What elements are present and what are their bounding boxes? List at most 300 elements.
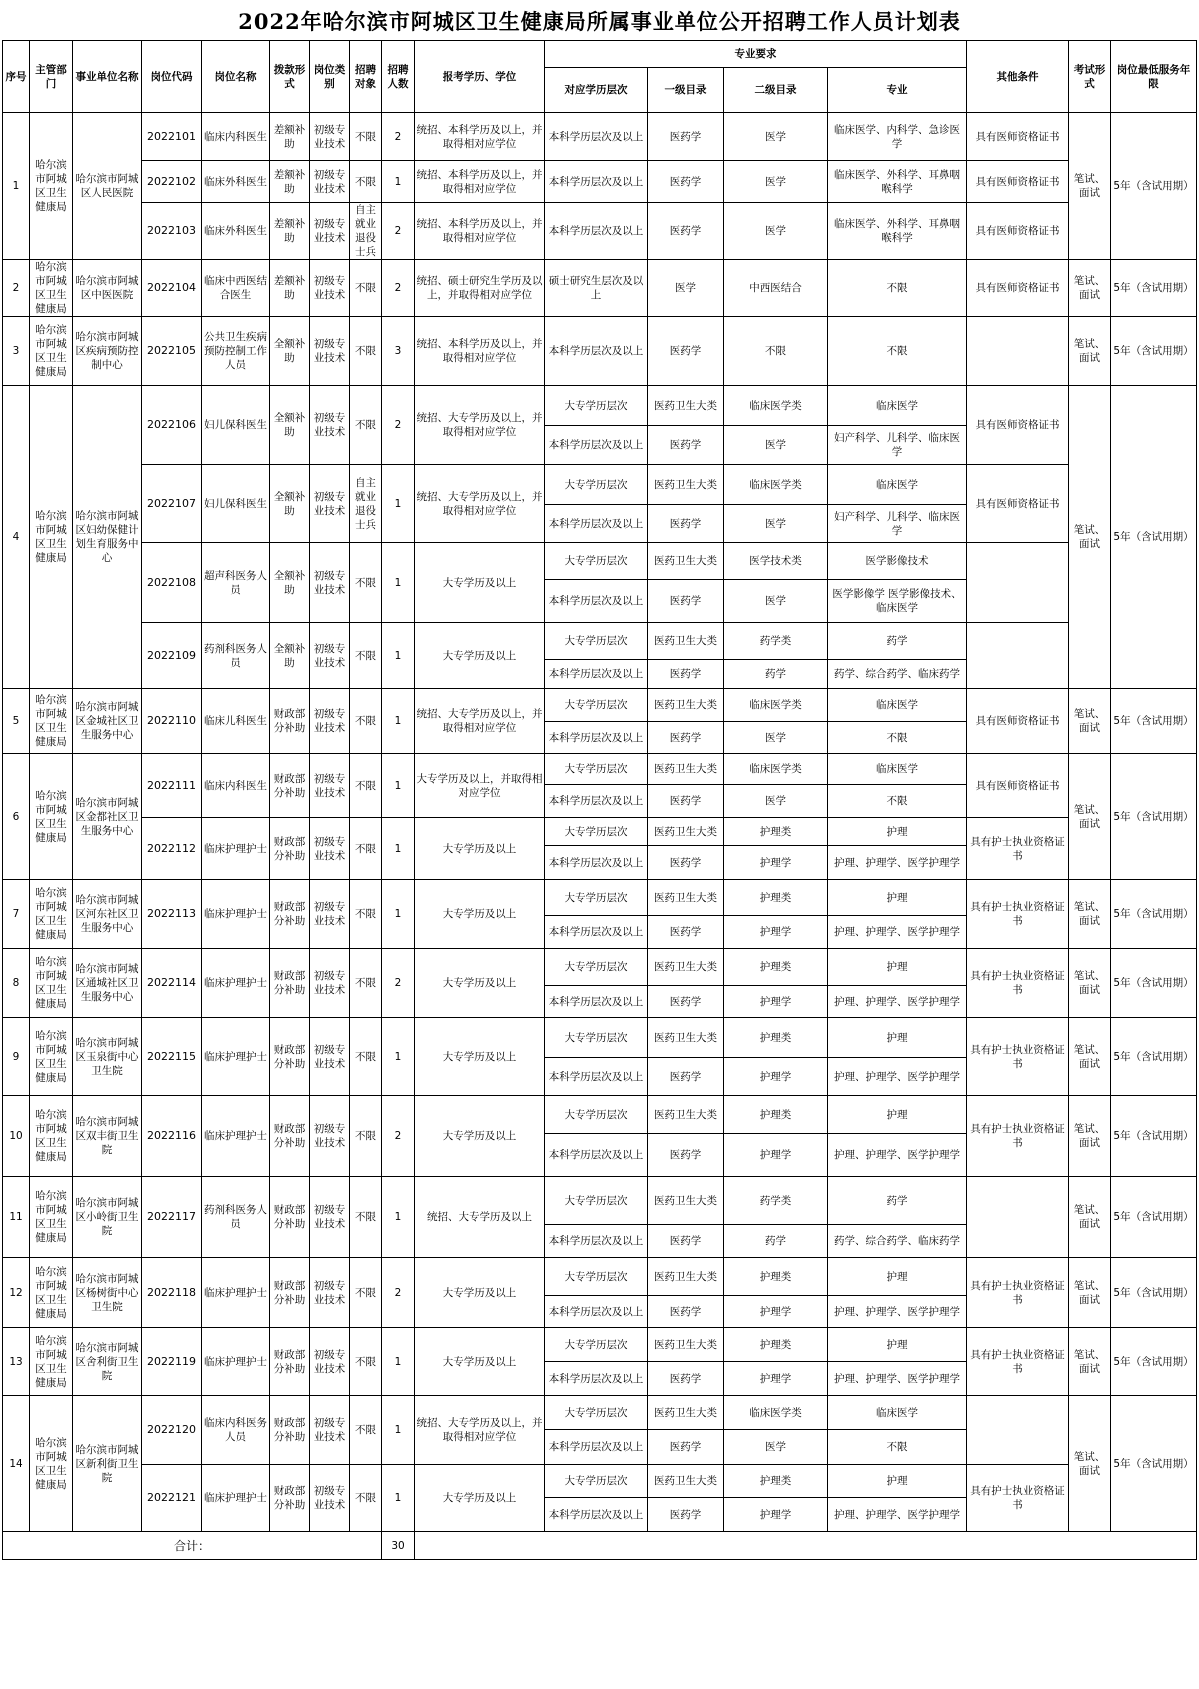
edu-cell: 大专学历及以上 bbox=[415, 623, 545, 689]
count-cell: 1 bbox=[382, 1018, 415, 1096]
major-cell: 护理、护理学、医学护理学 bbox=[828, 1296, 967, 1328]
code-cell: 2022105 bbox=[142, 317, 202, 386]
level-cell: 大专学历层次 bbox=[545, 1328, 648, 1362]
funding-cell: 财政部分补助 bbox=[270, 689, 310, 754]
first-dir-cell: 医药卫生大类 bbox=[648, 1465, 724, 1498]
first-dir-cell: 医药学 bbox=[648, 161, 724, 203]
total-value: 30 bbox=[382, 1532, 415, 1560]
category-cell: 初级专业技术 bbox=[310, 818, 350, 880]
count-cell: 1 bbox=[382, 465, 415, 543]
edu-cell: 大专学历及以上 bbox=[415, 543, 545, 623]
level-cell: 大专学历层次 bbox=[545, 754, 648, 785]
first-dir-cell: 医药学 bbox=[648, 916, 724, 949]
code-cell: 2022116 bbox=[142, 1096, 202, 1177]
dept-cell: 哈尔滨市阿城区卫生健康局 bbox=[30, 949, 73, 1018]
table-row bbox=[3, 1258, 1197, 1296]
target-cell: 不限 bbox=[350, 1096, 382, 1177]
level-cell: 硕士研究生层次及以上 bbox=[545, 260, 648, 317]
post-name-cell: 临床外科医生 bbox=[202, 161, 270, 203]
other-cell: 具有护士执业资格证书 bbox=[967, 949, 1069, 1018]
second-dir-cell: 不限 bbox=[724, 317, 828, 386]
second-dir-cell: 护理类 bbox=[724, 1018, 828, 1058]
count-cell: 2 bbox=[382, 949, 415, 1018]
exam-cell: 笔试、面试 bbox=[1069, 386, 1111, 689]
table-row bbox=[3, 1465, 1197, 1498]
major-cell: 临床医学、外科学、耳鼻咽喉科学 bbox=[828, 161, 967, 203]
target-cell: 不限 bbox=[350, 317, 382, 386]
unit-cell: 哈尔滨市阿城区中医医院 bbox=[73, 260, 142, 317]
first-dir-cell: 医药卫生大类 bbox=[648, 1328, 724, 1362]
level-cell: 大专学历层次 bbox=[545, 880, 648, 916]
target-cell: 不限 bbox=[350, 1177, 382, 1258]
level-cell: 大专学历层次 bbox=[545, 1018, 648, 1058]
second-dir-cell: 医学 bbox=[724, 426, 828, 465]
category-cell: 初级专业技术 bbox=[310, 113, 350, 161]
dept-cell: 哈尔滨市阿城区卫生健康局 bbox=[30, 1258, 73, 1328]
second-dir-cell: 护理学 bbox=[724, 846, 828, 880]
count-cell: 1 bbox=[382, 1465, 415, 1532]
funding-cell: 财政部分补助 bbox=[270, 1328, 310, 1396]
category-cell: 初级专业技术 bbox=[310, 949, 350, 1018]
level-cell: 大专学历层次 bbox=[545, 689, 648, 722]
header-category: 岗位类别 bbox=[310, 41, 350, 113]
years-cell: 5年（含试用期） bbox=[1111, 260, 1197, 317]
total-blank bbox=[415, 1532, 1197, 1560]
major-cell: 妇产科学、儿科学、临床医学 bbox=[828, 426, 967, 465]
header-edu: 报考学历、学位 bbox=[415, 41, 545, 113]
table-row bbox=[3, 543, 1197, 580]
dept-cell: 哈尔滨市阿城区卫生健康局 bbox=[30, 1328, 73, 1396]
code-cell: 2022104 bbox=[142, 260, 202, 317]
first-dir-cell: 医药卫生大类 bbox=[648, 1396, 724, 1430]
target-cell: 不限 bbox=[350, 1018, 382, 1096]
major-cell: 临床医学、内科学、急诊医学 bbox=[828, 113, 967, 161]
code-cell: 2022119 bbox=[142, 1328, 202, 1396]
header-name: 岗位名称 bbox=[202, 41, 270, 113]
category-cell: 初级专业技术 bbox=[310, 317, 350, 386]
header-level: 对应学历层次 bbox=[545, 68, 648, 113]
first-dir-cell: 医药卫生大类 bbox=[648, 754, 724, 785]
category-cell: 初级专业技术 bbox=[310, 689, 350, 754]
exam-cell: 笔试、面试 bbox=[1069, 260, 1111, 317]
count-cell: 2 bbox=[382, 1096, 415, 1177]
dept-cell: 哈尔滨市阿城区卫生健康局 bbox=[30, 1396, 73, 1532]
funding-cell: 全额补助 bbox=[270, 543, 310, 623]
code-cell: 2022102 bbox=[142, 161, 202, 203]
category-cell: 初级专业技术 bbox=[310, 161, 350, 203]
exam-cell: 笔试、面试 bbox=[1069, 949, 1111, 1018]
target-cell: 不限 bbox=[350, 949, 382, 1018]
seq-cell: 3 bbox=[3, 317, 30, 386]
level-cell: 本科学历层次及以上 bbox=[545, 1296, 648, 1328]
total-row bbox=[3, 1532, 1197, 1560]
other-cell: 具有医师资格证书 bbox=[967, 689, 1069, 754]
target-cell: 不限 bbox=[350, 386, 382, 465]
level-cell: 本科学历层次及以上 bbox=[545, 785, 648, 818]
second-dir-cell: 护理学 bbox=[724, 986, 828, 1018]
exam-cell: 笔试、面试 bbox=[1069, 113, 1111, 260]
target-cell: 不限 bbox=[350, 818, 382, 880]
post-name-cell: 临床护理护士 bbox=[202, 1096, 270, 1177]
category-cell: 初级专业技术 bbox=[310, 880, 350, 949]
exam-cell: 笔试、面试 bbox=[1069, 1018, 1111, 1096]
major-cell: 护理 bbox=[828, 1465, 967, 1498]
table-row bbox=[3, 1177, 1197, 1225]
other-cell: 具有医师资格证书 bbox=[967, 260, 1069, 317]
unit-cell: 哈尔滨市阿城区河东社区卫生服务中心 bbox=[73, 880, 142, 949]
major-cell: 护理 bbox=[828, 818, 967, 846]
unit-cell: 哈尔滨市阿城区疾病预防控制中心 bbox=[73, 317, 142, 386]
post-name-cell: 临床护理护士 bbox=[202, 818, 270, 880]
level-cell: 本科学历层次及以上 bbox=[545, 846, 648, 880]
major-cell: 妇产科学、儿科学、临床医学 bbox=[828, 505, 967, 543]
header-funding: 拨款形式 bbox=[270, 41, 310, 113]
other-cell: 具有护士执业资格证书 bbox=[967, 880, 1069, 949]
edu-cell: 大专学历及以上 bbox=[415, 880, 545, 949]
post-name-cell: 临床护理护士 bbox=[202, 1018, 270, 1096]
years-cell: 5年（含试用期） bbox=[1111, 386, 1197, 689]
seq-cell: 14 bbox=[3, 1396, 30, 1532]
table-row bbox=[3, 386, 1197, 426]
code-cell: 2022114 bbox=[142, 949, 202, 1018]
post-name-cell: 临床护理护士 bbox=[202, 949, 270, 1018]
level-cell: 大专学历层次 bbox=[545, 1258, 648, 1296]
funding-cell: 财政部分补助 bbox=[270, 949, 310, 1018]
header-exam: 考试形式 bbox=[1069, 41, 1111, 113]
edu-cell: 统招、大专学历及以上，并取得相对应学位 bbox=[415, 386, 545, 465]
major-cell: 临床医学 bbox=[828, 1396, 967, 1430]
seq-cell: 6 bbox=[3, 754, 30, 880]
other-cell: 具有护士执业资格证书 bbox=[967, 1258, 1069, 1328]
first-dir-cell: 医药学 bbox=[648, 505, 724, 543]
funding-cell: 财政部分补助 bbox=[270, 880, 310, 949]
major-cell: 医学影像技术 bbox=[828, 543, 967, 580]
target-cell: 不限 bbox=[350, 260, 382, 317]
first-dir-cell: 医药学 bbox=[648, 722, 724, 754]
category-cell: 初级专业技术 bbox=[310, 754, 350, 818]
target-cell: 自主就业退役士兵 bbox=[350, 465, 382, 543]
second-dir-cell: 临床医学类 bbox=[724, 465, 828, 505]
second-dir-cell: 护理类 bbox=[724, 880, 828, 916]
edu-cell: 统招、本科学历及以上，并取得相对应学位 bbox=[415, 317, 545, 386]
header-count: 招聘人数 bbox=[382, 41, 415, 113]
post-name-cell: 妇儿保科医生 bbox=[202, 465, 270, 543]
seq-cell: 1 bbox=[3, 113, 30, 260]
first-dir-cell: 医药学 bbox=[648, 113, 724, 161]
level-cell: 大专学历层次 bbox=[545, 1396, 648, 1430]
target-cell: 不限 bbox=[350, 1396, 382, 1465]
first-dir-cell: 医药卫生大类 bbox=[648, 949, 724, 986]
count-cell: 1 bbox=[382, 1177, 415, 1258]
major-cell: 临床医学、外科学、耳鼻咽喉科学 bbox=[828, 203, 967, 260]
second-dir-cell: 中西医结合 bbox=[724, 260, 828, 317]
other-cell: 具有医师资格证书 bbox=[967, 203, 1069, 260]
header-major-req: 专业要求 bbox=[545, 41, 967, 68]
edu-cell: 统招、大专学历及以上，并取得相对应学位 bbox=[415, 689, 545, 754]
seq-cell: 9 bbox=[3, 1018, 30, 1096]
funding-cell: 差额补助 bbox=[270, 113, 310, 161]
first-dir-cell: 医药学 bbox=[648, 660, 724, 689]
first-dir-cell: 医药学 bbox=[648, 1498, 724, 1532]
target-cell: 不限 bbox=[350, 623, 382, 689]
major-cell: 不限 bbox=[828, 1430, 967, 1465]
count-cell: 1 bbox=[382, 623, 415, 689]
first-dir-cell: 医药学 bbox=[648, 317, 724, 386]
header-seq: 序号 bbox=[3, 41, 30, 113]
exam-cell: 笔试、面试 bbox=[1069, 1177, 1111, 1258]
other-cell: 具有护士执业资格证书 bbox=[967, 818, 1069, 880]
exam-cell: 笔试、面试 bbox=[1069, 1396, 1111, 1532]
level-cell: 大专学历层次 bbox=[545, 623, 648, 660]
first-dir-cell: 医药学 bbox=[648, 785, 724, 818]
other-cell: 具有护士执业资格证书 bbox=[967, 1096, 1069, 1177]
table-row bbox=[3, 754, 1197, 785]
major-cell: 不限 bbox=[828, 260, 967, 317]
seq-cell: 2 bbox=[3, 260, 30, 317]
exam-cell: 笔试、面试 bbox=[1069, 754, 1111, 880]
first-dir-cell: 医药卫生大类 bbox=[648, 880, 724, 916]
second-dir-cell: 护理类 bbox=[724, 1096, 828, 1134]
edu-cell: 大专学历及以上 bbox=[415, 1465, 545, 1532]
years-cell: 5年（含试用期） bbox=[1111, 689, 1197, 754]
target-cell: 不限 bbox=[350, 1328, 382, 1396]
level-cell: 本科学历层次及以上 bbox=[545, 1362, 648, 1396]
second-dir-cell: 护理学 bbox=[724, 1058, 828, 1096]
major-cell: 护理 bbox=[828, 1096, 967, 1134]
major-cell: 药学、综合药学、临床药学 bbox=[828, 1225, 967, 1258]
first-dir-cell: 医药卫生大类 bbox=[648, 465, 724, 505]
funding-cell: 全额补助 bbox=[270, 465, 310, 543]
header-target: 招聘对象 bbox=[350, 41, 382, 113]
first-dir-cell: 医药学 bbox=[648, 1058, 724, 1096]
edu-cell: 大专学历及以上 bbox=[415, 818, 545, 880]
level-cell: 大专学历层次 bbox=[545, 1096, 648, 1134]
second-dir-cell: 临床医学类 bbox=[724, 386, 828, 426]
first-dir-cell: 医药学 bbox=[648, 580, 724, 623]
funding-cell: 财政部分补助 bbox=[270, 1258, 310, 1328]
unit-cell: 哈尔滨市阿城区通城社区卫生服务中心 bbox=[73, 949, 142, 1018]
second-dir-cell: 医学 bbox=[724, 161, 828, 203]
target-cell: 不限 bbox=[350, 1258, 382, 1328]
funding-cell: 全额补助 bbox=[270, 317, 310, 386]
unit-cell: 哈尔滨市阿城区人民医院 bbox=[73, 113, 142, 260]
major-cell: 护理、护理学、医学护理学 bbox=[828, 986, 967, 1018]
years-cell: 5年（含试用期） bbox=[1111, 317, 1197, 386]
major-cell: 药学 bbox=[828, 623, 967, 660]
unit-cell: 哈尔滨市阿城区玉泉街中心卫生院 bbox=[73, 1018, 142, 1096]
second-dir-cell: 医学技术类 bbox=[724, 543, 828, 580]
major-cell: 护理 bbox=[828, 1018, 967, 1058]
other-cell: 具有医师资格证书 bbox=[967, 386, 1069, 465]
page-title: 2022年哈尔滨市阿城区卫生健康局所属事业单位公开招聘工作人员计划表 bbox=[238, 9, 961, 34]
level-cell: 本科学历层次及以上 bbox=[545, 1134, 648, 1177]
header-unit: 事业单位名称 bbox=[73, 41, 142, 113]
table-body bbox=[3, 113, 1197, 1532]
table-row bbox=[3, 949, 1197, 986]
major-cell: 护理 bbox=[828, 1328, 967, 1362]
other-cell bbox=[967, 1177, 1069, 1258]
table-row bbox=[3, 161, 1197, 203]
post-name-cell: 临床外科医生 bbox=[202, 203, 270, 260]
other-cell bbox=[967, 543, 1069, 623]
dept-cell: 哈尔滨市阿城区卫生健康局 bbox=[30, 317, 73, 386]
edu-cell: 统招、大专学历及以上，并取得相对应学位 bbox=[415, 1396, 545, 1465]
dept-cell: 哈尔滨市阿城区卫生健康局 bbox=[30, 1096, 73, 1177]
funding-cell: 财政部分补助 bbox=[270, 754, 310, 818]
years-cell: 5年（含试用期） bbox=[1111, 1396, 1197, 1532]
first-dir-cell: 医药学 bbox=[648, 426, 724, 465]
target-cell: 不限 bbox=[350, 880, 382, 949]
table-row bbox=[3, 1018, 1197, 1058]
major-cell: 护理、护理学、医学护理学 bbox=[828, 846, 967, 880]
table-row bbox=[3, 818, 1197, 846]
years-cell: 5年（含试用期） bbox=[1111, 113, 1197, 260]
count-cell: 2 bbox=[382, 203, 415, 260]
count-cell: 1 bbox=[382, 1328, 415, 1396]
header-major: 专业 bbox=[828, 68, 967, 113]
code-cell: 2022113 bbox=[142, 880, 202, 949]
other-cell bbox=[967, 1396, 1069, 1465]
header-min-years: 岗位最低服务年限 bbox=[1111, 41, 1197, 113]
second-dir-cell: 护理类 bbox=[724, 1328, 828, 1362]
unit-cell: 哈尔滨市阿城区双丰街卫生院 bbox=[73, 1096, 142, 1177]
table-row bbox=[3, 880, 1197, 916]
years-cell: 5年（含试用期） bbox=[1111, 1328, 1197, 1396]
years-cell: 5年（含试用期） bbox=[1111, 1018, 1197, 1096]
second-dir-cell: 医学 bbox=[724, 505, 828, 543]
dept-cell: 哈尔滨市阿城区卫生健康局 bbox=[30, 1177, 73, 1258]
category-cell: 初级专业技术 bbox=[310, 386, 350, 465]
edu-cell: 大专学历及以上，并取得相对应学位 bbox=[415, 754, 545, 818]
unit-cell: 哈尔滨市阿城区杨树街中心卫生院 bbox=[73, 1258, 142, 1328]
post-name-cell: 临床内科医务人员 bbox=[202, 1396, 270, 1465]
other-cell bbox=[967, 623, 1069, 689]
category-cell: 初级专业技术 bbox=[310, 260, 350, 317]
first-dir-cell: 医药卫生大类 bbox=[648, 1096, 724, 1134]
target-cell: 不限 bbox=[350, 113, 382, 161]
post-name-cell: 临床中西医结合医生 bbox=[202, 260, 270, 317]
category-cell: 初级专业技术 bbox=[310, 1096, 350, 1177]
exam-cell: 笔试、面试 bbox=[1069, 1096, 1111, 1177]
category-cell: 初级专业技术 bbox=[310, 1258, 350, 1328]
first-dir-cell: 医药卫生大类 bbox=[648, 1177, 724, 1225]
first-dir-cell: 医药卫生大类 bbox=[648, 689, 724, 722]
seq-cell: 5 bbox=[3, 689, 30, 754]
years-cell: 5年（含试用期） bbox=[1111, 1096, 1197, 1177]
header-other: 其他条件 bbox=[967, 41, 1069, 113]
seq-cell: 4 bbox=[3, 386, 30, 689]
code-cell: 2022115 bbox=[142, 1018, 202, 1096]
second-dir-cell: 药学 bbox=[724, 660, 828, 689]
second-dir-cell: 医学 bbox=[724, 203, 828, 260]
first-dir-cell: 医药学 bbox=[648, 1225, 724, 1258]
first-dir-cell: 医药卫生大类 bbox=[648, 1018, 724, 1058]
category-cell: 初级专业技术 bbox=[310, 465, 350, 543]
category-cell: 初级专业技术 bbox=[310, 623, 350, 689]
second-dir-cell: 药学 bbox=[724, 1225, 828, 1258]
level-cell: 大专学历层次 bbox=[545, 818, 648, 846]
funding-cell: 财政部分补助 bbox=[270, 1465, 310, 1532]
table-row bbox=[3, 113, 1197, 161]
table-row bbox=[3, 623, 1197, 660]
first-dir-cell: 医药卫生大类 bbox=[648, 818, 724, 846]
exam-cell: 笔试、面试 bbox=[1069, 880, 1111, 949]
level-cell: 本科学历层次及以上 bbox=[545, 916, 648, 949]
level-cell: 本科学历层次及以上 bbox=[545, 113, 648, 161]
code-cell: 2022111 bbox=[142, 754, 202, 818]
target-cell: 不限 bbox=[350, 161, 382, 203]
level-cell: 本科学历层次及以上 bbox=[545, 426, 648, 465]
second-dir-cell: 医学 bbox=[724, 785, 828, 818]
first-dir-cell: 医药学 bbox=[648, 203, 724, 260]
code-cell: 2022107 bbox=[142, 465, 202, 543]
level-cell: 本科学历层次及以上 bbox=[545, 580, 648, 623]
count-cell: 2 bbox=[382, 1258, 415, 1328]
code-cell: 2022112 bbox=[142, 818, 202, 880]
major-cell: 护理 bbox=[828, 949, 967, 986]
post-name-cell: 临床护理护士 bbox=[202, 1258, 270, 1328]
years-cell: 5年（含试用期） bbox=[1111, 880, 1197, 949]
second-dir-cell: 药学类 bbox=[724, 623, 828, 660]
exam-cell: 笔试、面试 bbox=[1069, 689, 1111, 754]
major-cell: 护理 bbox=[828, 1258, 967, 1296]
level-cell: 本科学历层次及以上 bbox=[545, 1498, 648, 1532]
first-dir-cell: 医药卫生大类 bbox=[648, 386, 724, 426]
first-dir-cell: 医药学 bbox=[648, 1134, 724, 1177]
post-name-cell: 临床护理护士 bbox=[202, 880, 270, 949]
seq-cell: 10 bbox=[3, 1096, 30, 1177]
post-name-cell: 药剂科医务人员 bbox=[202, 623, 270, 689]
level-cell: 本科学历层次及以上 bbox=[545, 317, 648, 386]
second-dir-cell: 护理类 bbox=[724, 818, 828, 846]
target-cell: 不限 bbox=[350, 754, 382, 818]
dept-cell: 哈尔滨市阿城区卫生健康局 bbox=[30, 880, 73, 949]
other-cell: 具有护士执业资格证书 bbox=[967, 1018, 1069, 1096]
count-cell: 1 bbox=[382, 161, 415, 203]
level-cell: 大专学历层次 bbox=[545, 949, 648, 986]
edu-cell: 大专学历及以上 bbox=[415, 1328, 545, 1396]
dept-cell: 哈尔滨市阿城区卫生健康局 bbox=[30, 386, 73, 689]
post-name-cell: 药剂科医务人员 bbox=[202, 1177, 270, 1258]
code-cell: 2022121 bbox=[142, 1465, 202, 1532]
first-dir-cell: 医药学 bbox=[648, 1430, 724, 1465]
unit-cell: 哈尔滨市阿城区金都社区卫生服务中心 bbox=[73, 754, 142, 880]
category-cell: 初级专业技术 bbox=[310, 203, 350, 260]
table-row bbox=[3, 1096, 1197, 1134]
years-cell: 5年（含试用期） bbox=[1111, 754, 1197, 880]
code-cell: 2022109 bbox=[142, 623, 202, 689]
funding-cell: 财政部分补助 bbox=[270, 1096, 310, 1177]
years-cell: 5年（含试用期） bbox=[1111, 1177, 1197, 1258]
edu-cell: 大专学历及以上 bbox=[415, 1096, 545, 1177]
dept-cell: 哈尔滨市阿城区卫生健康局 bbox=[30, 1018, 73, 1096]
header-second: 二级目录 bbox=[724, 68, 828, 113]
category-cell: 初级专业技术 bbox=[310, 1177, 350, 1258]
second-dir-cell: 护理类 bbox=[724, 1465, 828, 1498]
post-name-cell: 临床内科医生 bbox=[202, 754, 270, 818]
edu-cell: 统招、本科学历及以上，并取得相对应学位 bbox=[415, 203, 545, 260]
exam-cell: 笔试、面试 bbox=[1069, 1258, 1111, 1328]
first-dir-cell: 医药学 bbox=[648, 986, 724, 1018]
funding-cell: 全额补助 bbox=[270, 623, 310, 689]
second-dir-cell: 护理学 bbox=[724, 916, 828, 949]
seq-cell: 12 bbox=[3, 1258, 30, 1328]
level-cell: 本科学历层次及以上 bbox=[545, 505, 648, 543]
total-label: 合计： bbox=[3, 1532, 382, 1560]
header-first: 一级目录 bbox=[648, 68, 724, 113]
dept-cell: 哈尔滨市阿城区卫生健康局 bbox=[30, 113, 73, 260]
code-cell: 2022110 bbox=[142, 689, 202, 754]
